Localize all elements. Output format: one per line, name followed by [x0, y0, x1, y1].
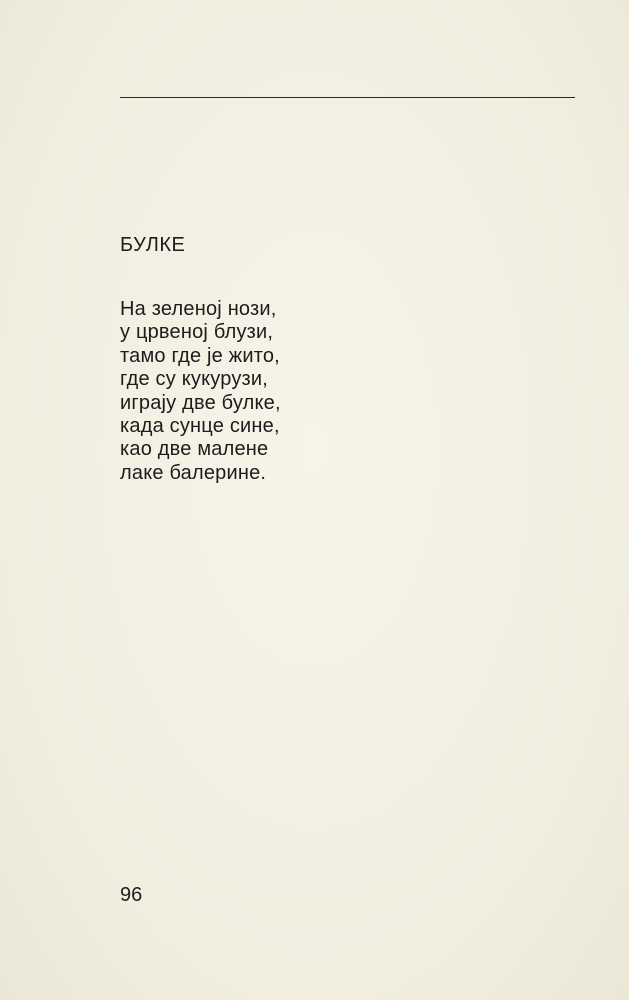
poem-stanza [120, 298, 281, 485]
poem-title: БУЛКЕ [120, 234, 186, 256]
poem-line: На зеленој нози, [120, 298, 277, 320]
poem-line: играју две булке, [120, 391, 281, 414]
poem-line: тамо где је жито, [120, 344, 280, 367]
poem-line: као две малене [120, 438, 269, 461]
poem-line: када сунце сине, [120, 415, 280, 438]
header-rule [120, 97, 575, 98]
poem-line: у црвеној блузи, [120, 321, 274, 344]
poem-line: где су кукурузи, [120, 368, 269, 391]
poem-line: лаке балерине. [120, 461, 267, 484]
page-number: 96 [120, 884, 143, 906]
